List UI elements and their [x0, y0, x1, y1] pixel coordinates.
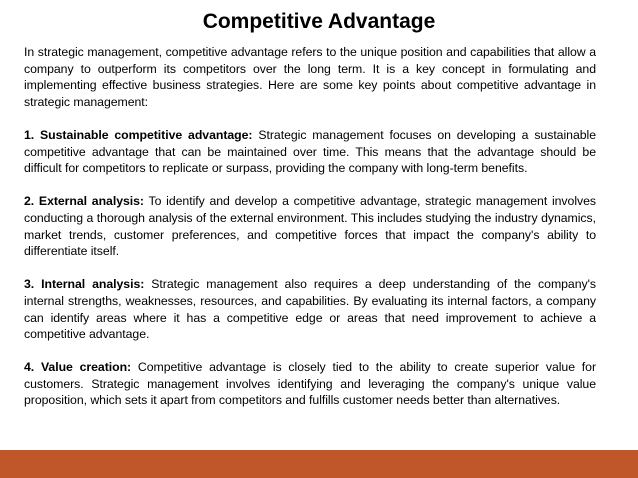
slide-body [24, 44, 596, 409]
point-text: Competitive advantage is closely tied to the ability to create superior value for customers. Strategic management involves identifying and leveraging the company's unique value proposition, which sets it apart from competitors and fulfills customer needs better than alternatives. [24, 360, 597, 408]
slide-title: Competitive Advantage [202, 10, 436, 33]
point-value-creation [24, 359, 596, 409]
point-text: Strategic management focuses on developing a sustainable competitive advantage that can be maintained over time. This means that the advantage should be difficult for competitors to replicate or surpass, providing the company with long-term benefits. [24, 127, 596, 176]
point-text: Strategic management also requires a deep understanding of the company's internal strengths, weaknesses, resources, and capabilities. By evaluating its internal factors, a company can identify areas where it has a competitive edge or areas that need improvement to achieve a competitive advantage. [24, 277, 596, 342]
point-heading: 3. Internal analysis: [24, 277, 145, 292]
point-heading: 1. Sustainable competitive advantage: [24, 127, 253, 142]
point-internal-analysis [24, 276, 596, 342]
point-text: To identify and develop a competitive advantage, strategic management involves conducting a thorough analysis of the external environment. This includes studying the industry dynamics, market trends, customer preferences, and competitive forces that impact the company's ability to differentiate itself. [24, 194, 596, 259]
point-heading: 2. External analysis: [24, 194, 144, 209]
footer-accent-bar [0, 450, 638, 478]
point-sustainable-advantage [24, 127, 596, 177]
point-heading: 4. Value creation: [24, 360, 132, 375]
intro-paragraph: In strategic management, competitive advantage refers to the unique position and capabilities that allow a company to outperform its competitors over the long term. It is a key concept in formulating and implementing effective business strategies. Here are some key points about competitive advantage in strategic management: [24, 45, 596, 109]
point-external-analysis [24, 193, 596, 259]
